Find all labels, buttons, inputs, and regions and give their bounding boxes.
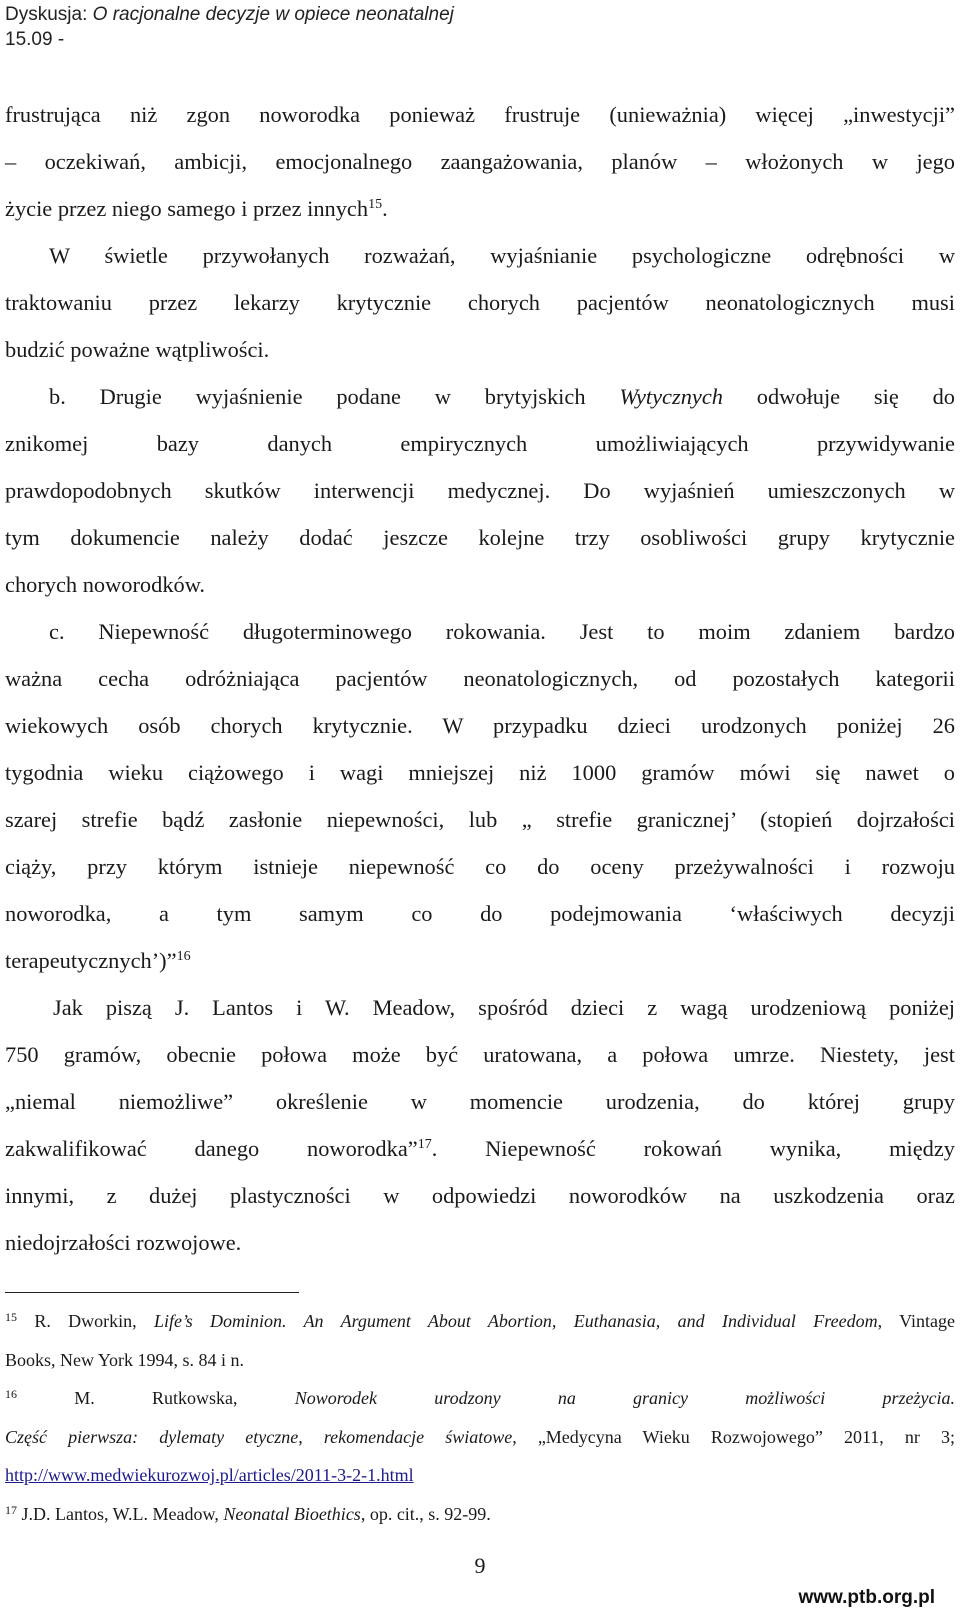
text-line: b. Drugie wyjaśnienie podane w brytyjskich Wytycznych odwołuje się do <box>49 384 956 409</box>
footnote-17: $^{17}$ J.D. Lantos, W.L. Meadow, Neonatal Bioethics, op. cit., s. 92-99. <box>5 1502 491 1524</box>
header-title: O racjonalne decyzje w opiece neonatalnej <box>92 4 454 25</box>
footnote-16-cont: Część pierwsza: dylematy etyczne, rekomendacje światowe, „Medycyna Wieku Rozwojowego” 2011, nr 3; <box>5 1426 955 1447</box>
text-line: innymi, z dużej plastyczności w odpowiedzi noworodków na uszkodzenia oraz <box>5 1183 955 1208</box>
text-line: 750 gramów, obecnie połowa może być uratowana, a połowa umrze. Niestety, jest <box>5 1042 955 1067</box>
text-line: frustrująca niż zgon noworodka ponieważ frustruje (unieważnia) więcej „inwestycji” <box>5 102 955 127</box>
text-line: zakwalifikować danego noworodka”$^{17}$. Niepewność rokowań wynika, między <box>5 1136 955 1161</box>
text-line: W świetle przywołanych rozważań, wyjaśnianie psychologiczne odrębności w <box>49 243 955 268</box>
page-header <box>5 2 454 52</box>
footnote-ref-16: 16 <box>176 949 191 964</box>
header-date: 15.09 - <box>5 29 65 50</box>
site-url[interactable]: www.ptb.org.pl <box>798 1587 935 1608</box>
text-line: – oczekiwań, ambicji, emocjonalnego zaangażowania, planów – włożonych w jego <box>5 149 955 174</box>
text-line: noworodka, a tym samym co do podejmowania ‘właściwych decyzji <box>5 901 955 926</box>
text-line: ciąży, przy którym istnieje niepewność co do oceny przeżywalności i rozwoju <box>5 854 955 879</box>
text-line: niedojrzałości rozwojowe. <box>5 1230 242 1255</box>
header-prefix: Dyskusja: <box>5 4 93 25</box>
header-title-line <box>5 2 454 27</box>
text-line: prawdopodobnych skutków interwencji medycznej. Do wyjaśnień umieszczonych w <box>5 478 955 503</box>
footnote-ref-15: 15 <box>368 197 383 212</box>
text-line: c. Niepewność długoterminowego rokowania. Jest to moim zdaniem bardzo <box>49 619 955 644</box>
text-line: znikomej bazy danych empirycznych umożliwiających przywidywanie <box>5 431 955 456</box>
text-line: chorych noworodków. <box>5 572 206 597</box>
footnotes <box>5 1302 955 1533</box>
footnote-ref-17: 17 <box>417 1137 432 1152</box>
page-number: 9 <box>474 1553 486 1578</box>
text-line: wiekowych osób chorych krytycznie. W przypadku dzieci urodzonych poniżej 26 <box>5 713 955 738</box>
footnote-16-link[interactable]: http://www.medwiekurozwoj.pl/articles/2011-3-2-1.html <box>5 1465 414 1485</box>
text-line: ważna cecha odróżniająca pacjentów neonatologicznych, od pozostałych kategorii <box>5 666 955 691</box>
text-line: życie przez niego samego i przez innych$^{15}$. <box>5 196 388 221</box>
footnote-16: $^{16}$ M. Rutkowska, Noworodek urodzony na granicy możliwości przeżycia. <box>5 1387 955 1408</box>
main-text <box>5 91 955 1266</box>
text-line: „niemal niemożliwe” określenie w momencie urodzenia, do której grupy <box>5 1089 955 1114</box>
text-line: tygodnia wieku ciążowego i wagi mniejszej niż 1000 gramów mówi się nawet o <box>5 760 955 785</box>
text-line: traktowaniu przez lekarzy krytycznie chorych pacjentów neonatologicznych musi <box>5 290 955 315</box>
text-line: Jak piszą J. Lantos i W. Meadow, spośród dzieci z wagą urodzeniową poniżej <box>53 995 955 1020</box>
text-line: budzić poważne wątpliwości. <box>5 337 270 362</box>
text-line: szarej strefie bądź zasłonie niepewności, lub „ strefie granicznej’ (stopień dojrzałości <box>5 807 955 832</box>
footnote-15: $^{15}$ R. Dworkin, Life’s Dominion. An Argument About Abortion, Euthanasia, and Individual Freedom, Vintage <box>5 1310 956 1331</box>
footnote-separator <box>5 1292 299 1293</box>
footnote-16-link-line <box>5 1456 955 1495</box>
footnote-15-cont: Books, New York 1994, s. 84 i n. <box>5 1349 245 1370</box>
text-line: terapeutycznych’)”$^{16}$ <box>5 948 191 973</box>
text-line: tym dokumencie należy dodać jeszcze kolejne trzy osobliwości grupy krytycznie <box>5 525 955 550</box>
